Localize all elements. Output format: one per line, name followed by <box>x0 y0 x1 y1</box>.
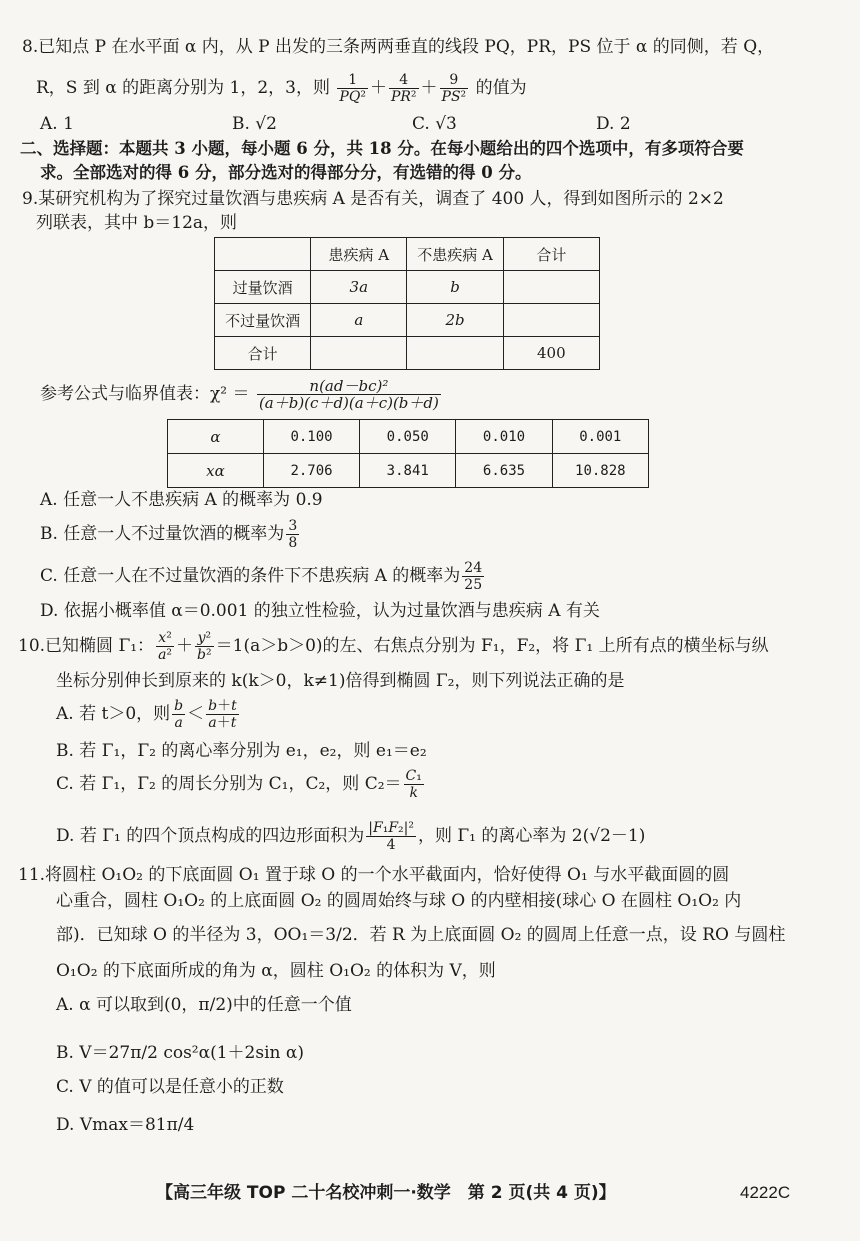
table-cell: 6.635 <box>456 454 552 488</box>
table-row <box>215 337 600 370</box>
exam-code: 4222C <box>740 1183 791 1202</box>
table-cell: 10.828 <box>552 454 648 488</box>
critical-value-table <box>167 419 649 488</box>
table-cell: xα <box>168 454 264 488</box>
q8-option-d: D. 2 <box>596 114 631 134</box>
table-cell: 0.100 <box>263 420 359 454</box>
table-cell: a <box>311 304 407 337</box>
table-cell: 不患疾病 A <box>407 238 503 271</box>
table-cell: b <box>407 271 503 304</box>
q9-line2: 列联表，其中 b＝12a，则 <box>36 213 238 233</box>
q9-option-c: C. 任意一人在不过量饮酒的条件下不患疾病 A 的概率为 $\frac{24}{25}$ <box>40 560 483 593</box>
table-header-row <box>215 238 600 271</box>
q9-option-d: D. 依据小概率值 α＝0.001 的独立性检验，认为过量饮酒与患疾病 A 有关 <box>40 601 600 621</box>
q11-option-c: C. V 的值可以是任意小的正数 <box>56 1077 284 1097</box>
q9-option-b: B. 任意一人不过量饮酒的概率为 $\frac{3}{8}$ <box>40 518 298 551</box>
table-row <box>168 420 649 454</box>
q8-option-b: B. √2 <box>232 114 277 134</box>
table-cell: 0.001 <box>552 420 648 454</box>
q11-line2: 心重合，圆柱 O₁O₂ 的上底面圆 O₂ 的圆周始终与球 O 的内壁相接(球心 O 在圆柱 O₁O₂ 内 <box>56 891 742 911</box>
q10-option-b: B. 若 Γ₁，Γ₂ 的离心率分别为 e₁，e₂，则 e₁＝e₂ <box>56 741 427 761</box>
q9-line1: 9.某研究机构为了探究过量饮酒与患疾病 A 是否有关，调查了 400 人，得到如图所示的 2×2 <box>22 189 724 209</box>
contingency-table <box>214 237 600 370</box>
table-cell: 400 <box>503 337 599 370</box>
q10-option-d: D. 若 Γ₁ 的四个顶点构成的四边形面积为 $\frac{\text{|F₁F₂|²}}{4}$ ，则 Γ₁ 的离心率为 2(√2－1) <box>56 820 646 853</box>
table-cell: 3a <box>311 271 407 304</box>
q10-line2: 坐标分别伸长到原来的 k(k＞0，k≠1)倍得到椭圆 Γ₂，则下列说法正确的是 <box>56 671 625 691</box>
table-cell <box>215 238 311 271</box>
q11-option-a: A. α 可以取到(0，π/2)中的任意一个值 <box>56 995 352 1015</box>
table-row <box>215 271 600 304</box>
q8-option-a: A. 1 <box>40 114 74 134</box>
q10-option-c: C. 若 Γ₁，Γ₂ 的周长分别为 C₁，C₂，则 C₂＝ $\frac{\text{C₁}}{k}$ <box>56 768 422 801</box>
table-row <box>168 454 649 488</box>
table-cell: 合计 <box>215 337 311 370</box>
chi-square-formula: 参考公式与临界值表：χ² ＝ $\frac{\text{n(ad－bc)²}}{(a+b)(c+d)(a+c)(b+d)}$ <box>40 377 439 412</box>
q11-line3: 部)．已知球 O 的半径为 3，OO₁＝3/2．若 R 为上底面圆 O₂ 的圆周上任意一点，设 RO 与圆柱 <box>56 925 786 945</box>
table-cell: α <box>168 420 264 454</box>
table-cell <box>503 304 599 337</box>
table-cell <box>503 271 599 304</box>
q10-line1: 10.已知椭圆 Γ₁： $\frac{\text{x²}}{\text{a²}}$ ＋ $\frac{\text{y²}}{\text{b²}}$ ＝1(a＞b＞0)的左、右焦点分别为 F₁，F₂，将 Γ₁ 上所有点的横坐标与纵 <box>18 630 769 663</box>
section2-line2: 求。全部选对的得 6 分，部分选对的得部分分，有选错的得 0 分。 <box>40 163 532 182</box>
table-cell: 0.050 <box>360 420 456 454</box>
table-cell: 不过量饮酒 <box>215 304 311 337</box>
table-cell <box>407 337 503 370</box>
table-cell <box>311 337 407 370</box>
q11-option-d: D. Vmax＝81π/4 <box>56 1115 195 1135</box>
q10-option-a: A. 若 t＞0，则 $\frac{b}{a}$ ＜ $\frac{b+t}{a+t}$ <box>56 698 237 731</box>
q11-line4: O₁O₂ 的下底面所成的角为 α，圆柱 O₁O₂ 的体积为 V，则 <box>56 961 496 981</box>
q8-line2: R，S 到 α 的距离分别为 1，2，3，则 $\frac{1}{\text{PQ²}}$ ＋ $\frac{4}{\text{PR²}}$ ＋ $\frac{9}{\text{PS²}}$ 的值为 <box>36 72 527 105</box>
table-cell: 合计 <box>503 238 599 271</box>
q9-option-a: A. 任意一人不患疾病 A 的概率为 0.9 <box>40 490 323 510</box>
table-cell: 过量饮酒 <box>215 271 311 304</box>
table-cell: 2.706 <box>263 454 359 488</box>
table-cell: 2b <box>407 304 503 337</box>
q8-line1: 8.已知点 P 在水平面 α 内，从 P 出发的三条两两垂直的线段 PQ，PR，PS 位于 α 的同侧，若 Q， <box>22 37 775 57</box>
page-footer: 【高三年级 TOP 二十名校冲刺一·数学 第 2 页(共 4 页)】 <box>156 1183 616 1203</box>
q11-line1: 11.将圆柱 O₁O₂ 的下底面圆 O₁ 置于球 O 的一个水平截面内，恰好使得 O₁ 与水平截面圆的圆 <box>18 865 730 885</box>
q11-option-b: B. V＝27π/2 cos²α(1＋2sin α) <box>56 1043 304 1063</box>
q8-option-c: C. √3 <box>412 114 457 134</box>
table-row <box>215 304 600 337</box>
section2-line1: 二、选择题：本题共 3 小题，每小题 6 分，共 18 分。在每小题给出的四个选项中，有多项符合要 <box>20 139 744 158</box>
table-cell: 3.841 <box>360 454 456 488</box>
table-cell: 0.010 <box>456 420 552 454</box>
table-cell: 患疾病 A <box>311 238 407 271</box>
